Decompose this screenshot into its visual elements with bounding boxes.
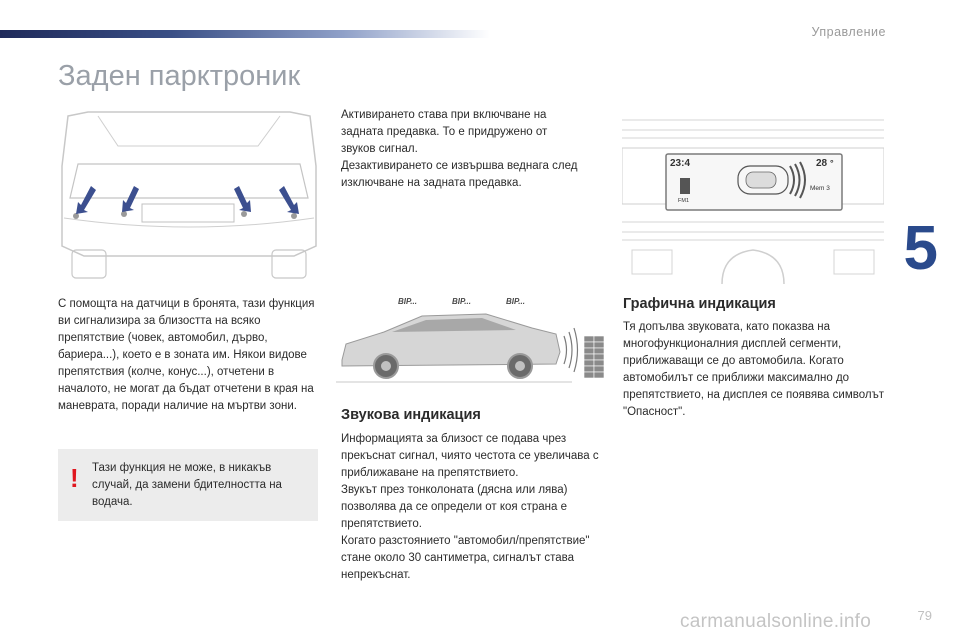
sound-indication-text (341, 431, 603, 584)
display-memory: Mem 3 (810, 185, 830, 192)
sound-paragraph: Звукът през тонколоната (дясна или лява) позволява да се определи от коя страна е препятствието. (341, 484, 568, 530)
display-temperature-unit: ° (830, 158, 834, 168)
page-title: Заден парктроник (58, 60, 301, 92)
graphic-indication-heading: Графична индикация (623, 296, 776, 312)
sound-paragraph: Когато разстоянието "автомобил/препятствие" стане около 30 сантиметра, сигналът става непрекъснат. (341, 535, 590, 581)
beep-label: BIP... (506, 297, 525, 306)
activation-text (341, 107, 581, 192)
sound-indication-heading: Звукова индикация (341, 407, 481, 423)
warning-text: Тази функция не може, в никакъв случай, да замени бдителността на водача. (92, 462, 282, 508)
display-time: 23:4 (670, 158, 691, 169)
watermark: carmanualsonline.info (680, 611, 872, 632)
multifunction-display-illustration (622, 104, 884, 284)
beep-label: BIP... (398, 297, 417, 306)
warning-box (58, 449, 318, 521)
activation-paragraph: Активирането става при включване на задната предавка. То е придружено от звуков сигнал. (341, 109, 548, 155)
display-fm-label: FM1 (678, 198, 689, 204)
rear-bumper-sensors-illustration (58, 106, 320, 282)
side-car-beep-illustration (336, 292, 606, 394)
deactivation-paragraph: Дезактивирането се извършва веднага след изключване на задната предавка. (341, 160, 578, 189)
page-number: 79 (917, 608, 932, 623)
graphic-indication-text: Тя допълва звуковата, като показва на многофункционалния дисплей сегменти, приближаващи се до автомобила. Когато автомобилът се приближи максимално до препятствието, на дисплея се появява символът "Опасност". (623, 321, 885, 418)
intro-text: С помощта на датчици в бронята, тази функция ви сигнализира за близостта на всяко препятствие (човек, автомобил, дърво, бариера...), което е в зоната им. Някои видове препятствия (колче, конус...), отчетени в началото, не могат да бъдат отчетени в края на маневрата, поради наличие на мъртви зони. (58, 298, 315, 412)
chapter-number: 5 (903, 214, 938, 283)
warning-icon: ! (70, 463, 79, 493)
header-gradient-bar (0, 30, 490, 38)
sound-paragraph: Информацията за близост се подава чрез прекъснат сигнал, чиято честота се увеличава с приближаване на препятствието. (341, 433, 599, 479)
beep-label: BIP... (452, 297, 471, 306)
display-temperature: 28 (816, 158, 828, 169)
section-name: Управление (811, 25, 886, 39)
